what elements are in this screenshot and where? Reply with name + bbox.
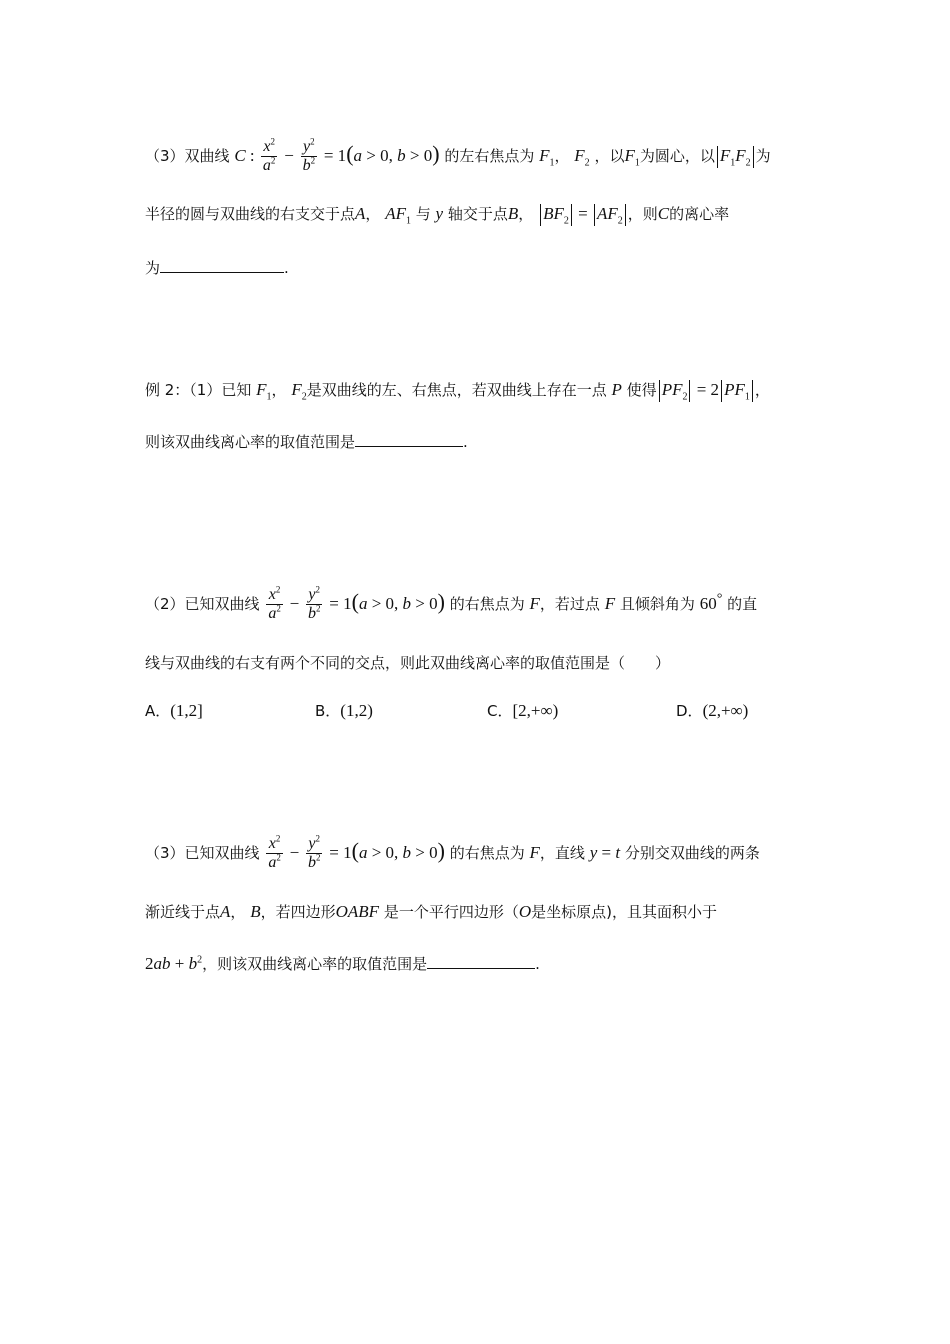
ex2-q3-text-5: 渐近线于点 — [145, 903, 221, 921]
q3-text-9: ，则 — [627, 205, 658, 223]
ex2-q1-text-3: 使得 — [626, 381, 657, 399]
ex2-q2-text-3: ，若过点 — [539, 595, 600, 613]
fraction-x2-a2: $\frac{x^2}{a^2}$ — [262, 136, 276, 174]
math-F2-c: $F_2$ — [291, 380, 307, 403]
q3-text-2: 的左右焦点为 — [444, 147, 535, 165]
math-B: B — [507, 204, 519, 223]
ex2-q1-text-1: 例 2：（1）已知 — [145, 381, 252, 399]
q3-text-4: 为圆心，以 — [639, 147, 715, 165]
ex2-q2-text-6: 线与双曲线的右支有两个不同的交点，则此双曲线离心率的取值范围是（ ） — [145, 654, 671, 672]
ex2-q3-text-4: 分别交双曲线的两条 — [624, 844, 760, 862]
q3-text-3: ，以 — [594, 147, 625, 165]
q3-line2: 半径的圆与双曲线的右支交于点A， $AF_1$ 与 y 轴交于点B， $BF_2 = AF_2$ ，则C的离心率 — [145, 204, 730, 227]
option-b-value: (1,2) — [340, 701, 373, 720]
ex2-q2-text-4: 且倾斜角为 — [619, 595, 695, 613]
math-y-eq-t: y = t — [589, 843, 621, 862]
math-BF2: $BF_2$ — [543, 204, 569, 227]
fraction-y2-b2-c: $\frac{y^2}{b^2}$ — [307, 833, 321, 871]
math-F1: $F_1$ — [539, 146, 555, 169]
ex2-q1-text-2: 是双曲线的左、右焦点，若双曲线上存在一点 — [306, 381, 607, 399]
math-AF2: $AF_2$ — [596, 204, 623, 227]
ex2-q3-line2: 渐近线于点A， B，若四边形OABF 是一个平行四边形（O是坐标原点)，且其面积小于 — [145, 902, 717, 921]
math-F1F2: $F_1F_2$ — [719, 146, 751, 169]
math-A-b: A — [220, 902, 231, 921]
math-PF2: $PF_2$ — [661, 380, 688, 403]
math-F: F — [529, 594, 540, 613]
math-angle: 60° — [699, 590, 723, 613]
math-AF1: $AF_1$ — [385, 204, 411, 227]
ex2-q2-text-5: 的直 — [727, 595, 758, 613]
q3-text-10: 的离心率 — [669, 205, 730, 223]
ex2-q3-text-6: ，若四边形 — [260, 903, 336, 921]
q3-text-5: 为 — [755, 147, 771, 165]
option-c[interactable]: C．[2,+∞) — [487, 701, 559, 720]
math-P: P — [611, 380, 622, 399]
ex2-q3-text-3: ，直线 — [539, 844, 585, 862]
math-minus: − — [284, 146, 294, 165]
ex2-q1-line2: 则该双曲线离心率的取值范围是 . — [145, 428, 468, 456]
q3-text-6: 半径的圆与双曲线的右支交于点 — [145, 205, 356, 223]
ex2-q2-line1: （2）已知双曲线 $\frac{x^2}{a^2}$ − $\frac{y^2}{b^2}$ = 1(a > 0, b > 0) 的右焦点为 F，若过点 F 且倾斜角为 60° 的直 — [145, 584, 758, 622]
math-PF1: $PF_1$ — [724, 380, 750, 403]
q3-line1: （3）双曲线 C : $\frac{x^2}{a^2}$ − $\frac{y^2}{b^2}$ = 1(a > 0, b > 0) 的左右焦点为 $F_1$， $F_2$ ，以$F_1$为圆心，以 $F_1F_2$ 为 — [145, 136, 771, 174]
math-F2: $F_2$ — [574, 146, 590, 169]
math-B-b: B — [250, 902, 261, 921]
answer-blank-q3[interactable] — [160, 256, 284, 273]
ex2-q3-text-7: 是一个平行四边形（ — [383, 903, 519, 921]
ex2-q3-text-9: ，则该双曲线离心率的取值范围是 — [202, 955, 428, 973]
answer-blank-ex2-q1[interactable] — [355, 430, 463, 447]
ex2-q3-text-8: 是坐标原点)，且其面积小于 — [531, 903, 717, 921]
ex2-q3-line3: $2ab + b^2$，则该双曲线离心率的取值范围是 . — [145, 954, 540, 973]
math-condition-b: = 1(a > 0, b > 0) — [329, 589, 445, 614]
ex2-q3-line1: （3）已知双曲线 $\frac{x^2}{a^2}$ − $\frac{y^2}{b^2}$ = 1(a > 0, b > 0) 的右焦点为 F，直线 y = t 分别交双曲线的两条 — [145, 833, 760, 871]
option-d-value: (2,+∞) — [702, 701, 749, 720]
math-colon: : — [245, 146, 259, 165]
math-condition: = 1(a > 0, b > 0) — [323, 141, 440, 166]
q3-line3: 为 . — [145, 254, 289, 282]
math-F-c: F — [529, 843, 540, 862]
fraction-x2-a2-b: $\frac{x^2}{a^2}$ — [268, 584, 281, 622]
fraction-y2-b2-b: $\frac{y^2}{b^2}$ — [307, 584, 321, 622]
q3-text-1: （3）双曲线 — [145, 147, 230, 165]
q3-text-11: 为 — [145, 259, 161, 277]
math-OABF: OABF — [335, 902, 380, 921]
math-O: O — [518, 902, 532, 921]
ex2-q3-text-1: （3）已知双曲线 — [145, 844, 260, 862]
ex2-q1-line1: 例 2：（1）已知 $F_1$， $F_2$是双曲线的左、右焦点，若双曲线上存在一点 P 使得 $PF_2 = 2$ $PF_1$ ， — [145, 380, 770, 403]
math-C-b: C — [657, 204, 670, 223]
fraction-y2-b2: $\frac{y^2}{b^2}$ — [302, 136, 316, 174]
math-A: A — [355, 204, 366, 223]
math-y: y — [435, 204, 444, 223]
q3-text-7: 与 — [415, 205, 431, 223]
math-F1-c: $F_1$ — [256, 380, 272, 403]
option-a-value: (1,2] — [170, 701, 203, 720]
math-2ab-b2: $2ab + b^2$ — [145, 954, 203, 973]
ex2-q2-text-1: （2）已知双曲线 — [145, 595, 260, 613]
math-F-b: F — [604, 594, 616, 613]
option-b[interactable]: B．(1,2) — [315, 701, 373, 720]
option-c-value: [2,+∞) — [512, 701, 559, 720]
ex2-q2-line2 — [145, 649, 670, 677]
fraction-x2-a2-c: $\frac{x^2}{a^2}$ — [268, 833, 281, 871]
math-C: C — [234, 146, 246, 165]
ex2-q3-text-2: 的右焦点为 — [449, 844, 525, 862]
q3-text-8: 轴交于点 — [447, 205, 508, 223]
ex2-q2-text-2: 的右焦点为 — [449, 595, 525, 613]
answer-blank-ex2-q3[interactable] — [427, 952, 535, 969]
math-condition-c: = 1(a > 0, b > 0) — [329, 838, 445, 863]
option-d[interactable]: D．(2,+∞) — [676, 701, 749, 720]
ex2-q1-text-4: 则该双曲线离心率的取值范围是 — [145, 433, 356, 451]
math-F1-b: $F_1$ — [624, 146, 640, 169]
option-a[interactable]: A．(1,2] — [145, 701, 203, 720]
